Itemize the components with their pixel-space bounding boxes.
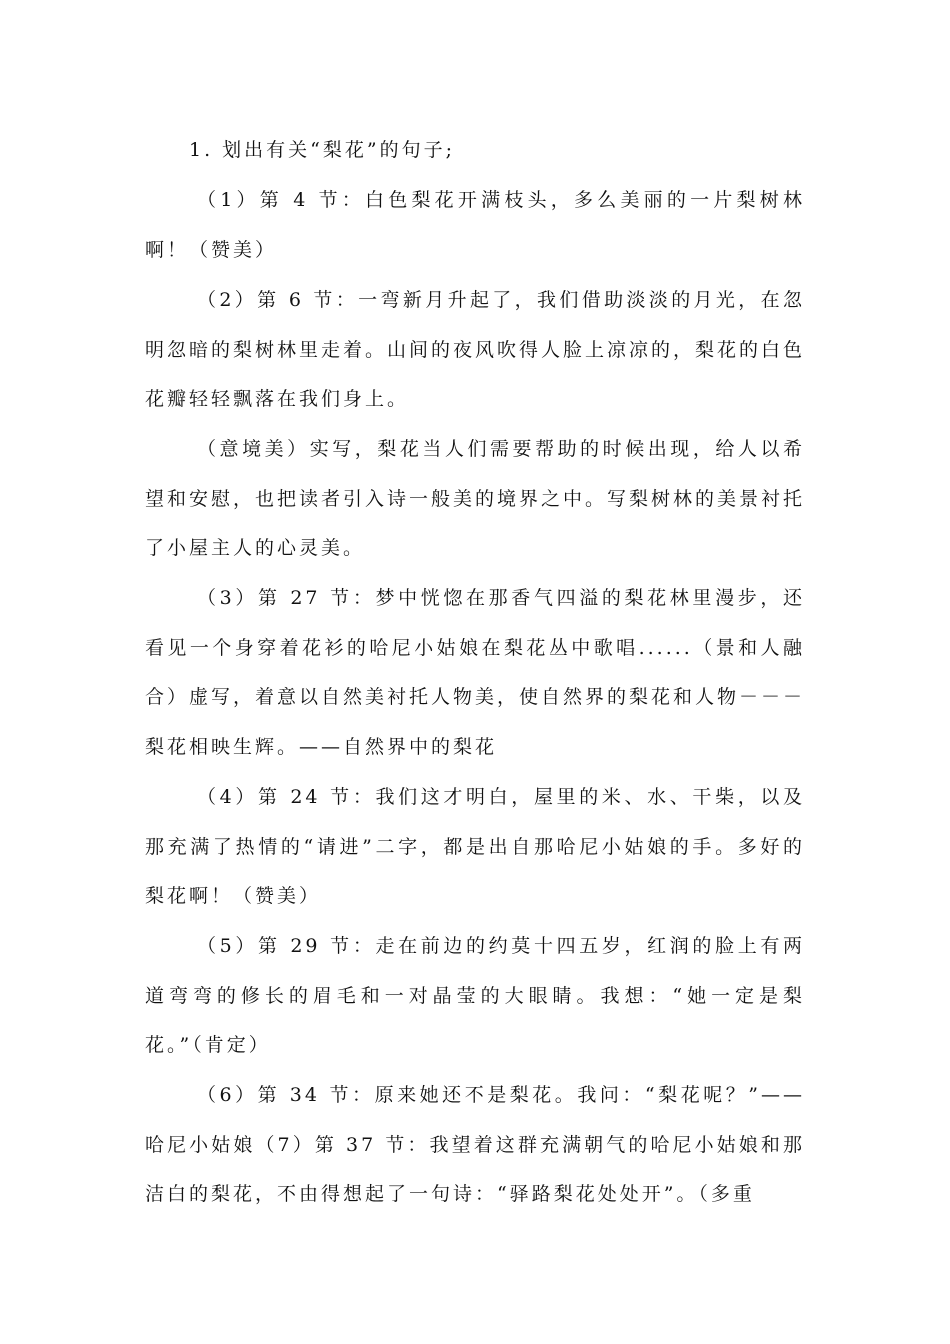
answer-item-4: （4）第 24 节：我们这才明白，屋里的米、水、干柴，以及那充满了热情的“请进”二字，都是出自那哈尼小姑娘的手。多好的梨花啊！（赞美）: [145, 786, 805, 907]
answer-item-2: （2）第 6 节：一弯新月升起了，我们借助淡淡的月光，在忽明忽暗的梨树林里走着。山间的夜风吹得人脸上凉凉的，梨花的白色花瓣轻轻飘落在我们身上。: [145, 289, 806, 410]
answer-commentary: （意境美）实写，梨花当人们需要帮助的时候出现，给人以希望和安慰，也把读者引入诗一般美的境界之中。写梨树林的美景衬托了小屋主人的心灵美。: [145, 438, 806, 559]
answer-item-3: （3）第 27 节：梦中恍惚在那香气四溢的梨花林里漫步，还看见一个身穿着花衫的哈尼小姑娘在梨花丛中歌唱......（景和人融合）虚写，着意以自然美衬托人物美，使自然界的梨花和人物－－－梨花相映生辉。——自然界中的梨花: [145, 587, 806, 758]
question-heading: 1. 划出有关“梨花”的句子;: [189, 139, 455, 161]
answer-item-6-7: （6）第 34 节：原来她还不是梨花。我问：“梨花呢？”——哈尼小姑娘（7）第 37 节：我望着这群充满朝气的哈尼小姑娘和那洁白的梨花，不由得想起了一句诗：“驿路梨花处处开”。（多重: [145, 1084, 805, 1205]
answer-item-5: （5）第 29 节：走在前边的约莫十四五岁，红润的脸上有两道弯弯的修长的眉毛和一对晶莹的大眼睛。我想：“她一定是梨花。”（肯定）: [145, 935, 805, 1056]
answer-item-1: （1）第 4 节：白色梨花开满枝头，多么美丽的一片梨树林啊！（赞美）: [145, 189, 805, 261]
